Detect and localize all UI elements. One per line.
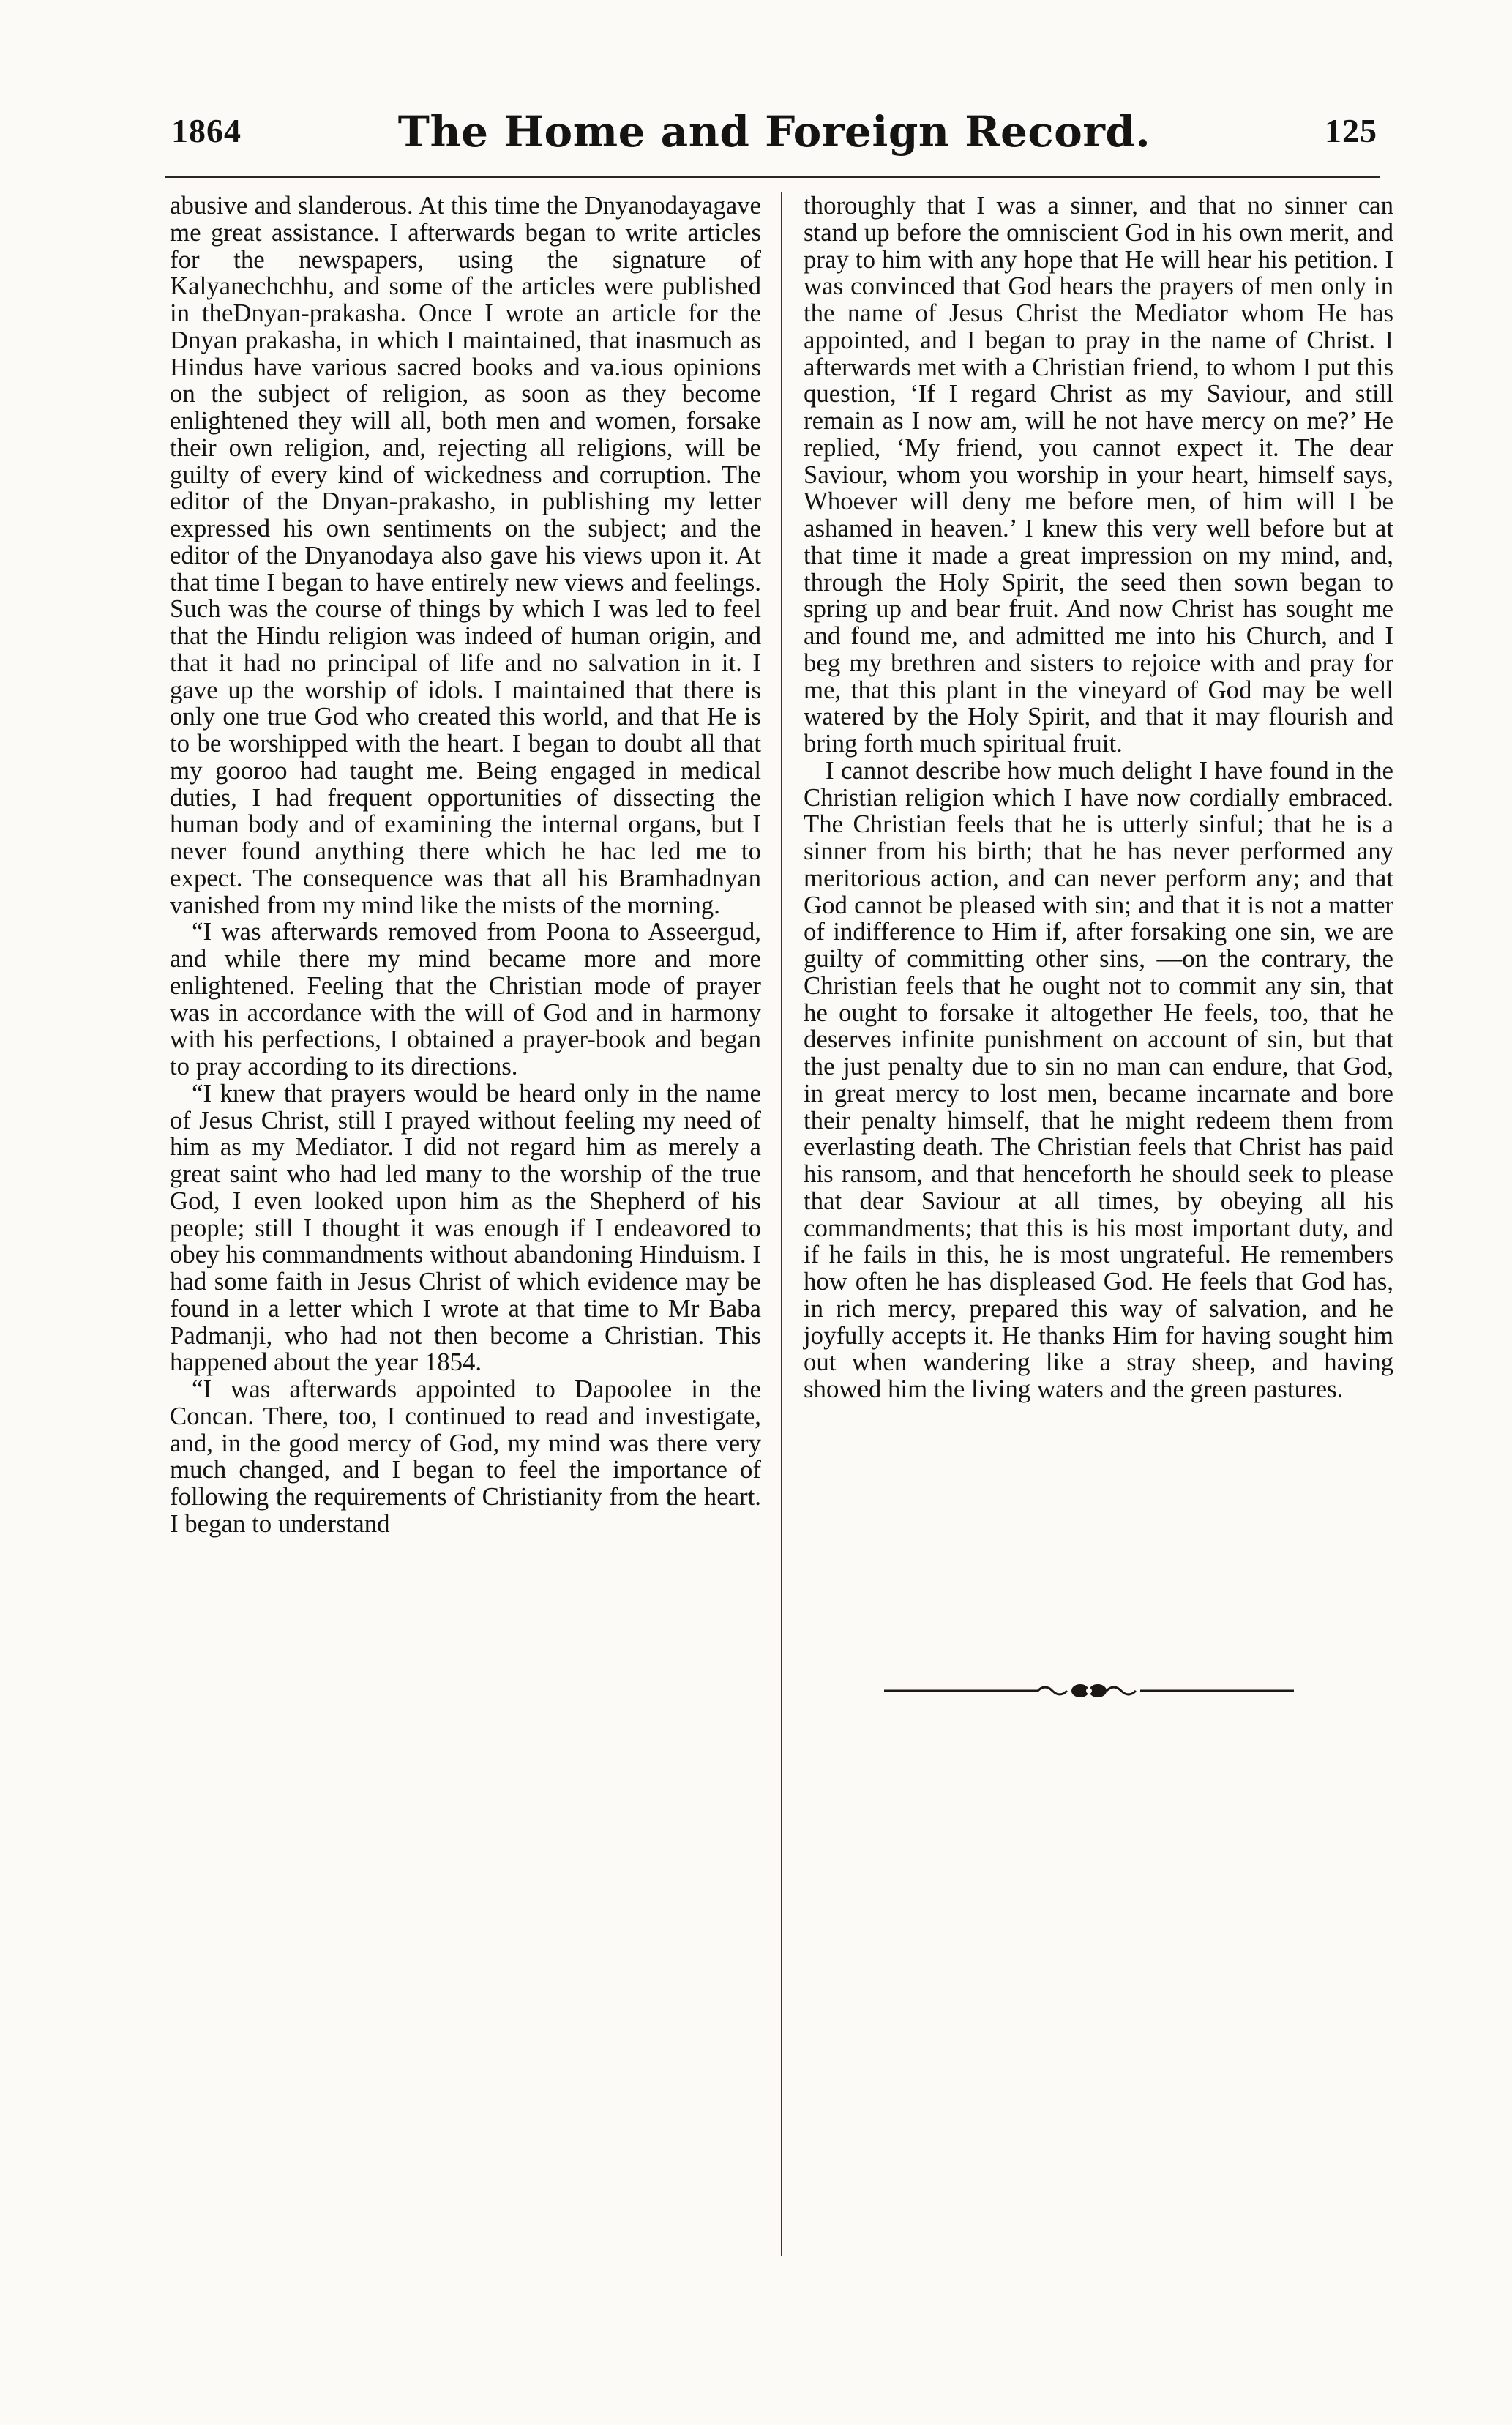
right-column bbox=[804, 193, 1393, 1752]
journal-title: The Home and Foreign Record. bbox=[397, 107, 1151, 157]
header-year: 1864 bbox=[171, 112, 242, 149]
paragraph: “I was afterwards appointed to Dapoolee in the Concan. There, too, I continued to read and investigate, and, in the good mercy of God, my mind was there very much changed, and I began to feel the importance of following the requirements of Christianity from the heart. I began to understand bbox=[170, 1375, 761, 1538]
left-column bbox=[170, 193, 761, 2271]
header-rule bbox=[165, 176, 1380, 178]
running-header bbox=[171, 107, 1377, 170]
decorative-rule-ornament-icon bbox=[884, 1676, 1294, 1705]
paragraph: I cannot describe how much delight I have found in the Christian religion which I have now cordially embraced. The Christian feels that he is utterly sinful; that he is a sinner from his birth; that he has never performed any meritorious action, and can never perform any; and that God cannot be pleased with sin; and that it is not a matter of indifference to Him if, after forsaking one sin, we are guilty of committing other sins, —on the contrary, the Christian feels that he ought not to commit any sin, that he ought to forsake it altogether He feels, too, that he deserves infinite punishment on account of sin, but that the just penalty due to sin no man can endure, that God, in great mercy to lost men, became incarnate and bore their penalty himself, that he might redeem them from everlasting death. The Christian feels that Christ has paid his ransom, and that henceforth he should seek to please that dear Saviour at all times, by obeying all his commandments; that this is his most important duty, and if he fails in this, he is most ungrateful. He remembers how often he has displeased God. He feels that God has, in rich mercy, prepared this way of salvation, and he joyfully accepts it. He thanks Him for having sought him out when wandering like a stray sheep, and having showed him the living waters and the green pastures. bbox=[804, 755, 1393, 1403]
column-divider bbox=[781, 192, 782, 2256]
paragraph: “I knew that prayers would be heard only in the name of Jesus Christ, still I prayed without feeling my need of him as my Mediator. I did not regard him as merely a great saint who had led many to the worship of the true God, I even looked upon him as the Shepherd of his people; still I thought it was enough if I endeavored to obey his commandments without abandoning Hinduism. I had some faith in Jesus Christ of which evidence may be found in a letter which I wrote at that time to Mr Baba Padmanji, who had not then become a Christian. This happened about the year 1854. bbox=[170, 1078, 761, 1377]
paragraph: “I was afterwards removed from Poona to Asseergud, and while there my mind became more and more enlightened. Feeling that the Christian mode of prayer was in accordance with the will of God and in harmony with his perfections, I obtained a prayer-book and began to pray according to its directions. bbox=[170, 917, 761, 1080]
paragraph: thoroughly that I was a sinner, and that no sinner can stand up before the omniscient God in his own merit, and pray to him with any hope that He will hear his petition. I was convinced that God hears the prayers of men only in the name of Jesus Christ the Mediator whom He has appointed, and I began to pray in the name of Christ. I afterwards met with a Christian friend, to whom I put this question, ‘If I regard Christ as my Saviour, and still remain as I now am, will he not have mercy on me?’ He replied, ‘My friend, you cannot expect it. The dear Saviour, whom you worship in your heart, himself says, Whoever will deny me before men, of him will I be ashamed in heaven.’ I knew this very well before but at that time it made a great impression on my mind, and, through the Holy Spirit, the seed then sown began to spring up and bear fruit. And now Christ has sought me and found me, and admitted me into his Church, and I beg my brethren and sisters to rejoice with and pray for me, that this plant in the vineyard of God may be well watered by the Holy Spirit, and that it may flourish and bring forth much spiritual fruit. bbox=[804, 191, 1393, 758]
page-number: 125 bbox=[1325, 112, 1377, 149]
paragraph: abusive and slanderous. At this time the Dnyanodayagave me great assistance. I afterwards began to write articles for the newspapers, using the signature of Kalyanechchhu, and some of the articles were published in theDnyan-prakasha. Once I wrote an article for the Dnyan prakasha, in which I maintained, that inasmuch as Hindus have various sacred books and va.ious opinions on the subject of religion, as soon as they become enlightened they will all, both men and women, forsake their own religion, and, rejecting all religions, will be guilty of every kind of wickedness and corruption. The editor of the Dnyan-prakasho, in publishing my letter expressed his own sentiments on the subject; and the editor of the Dnyanodaya also gave his views upon it. At that time I began to have entirely new views and feelings. Such was the course of things by which I was led to feel that the Hindu religion was indeed of human origin, and that it had no principal of life and no salvation in it. I gave up the worship of idols. I maintained that there is only one true God who created this world, and that He is to be worshipped with the heart. I began to doubt all that my gooroo had taught me. Being engaged in medical duties, I had frequent opportunities of dissecting the human body and of examining the internal organs, but I never found anything there which he hac led me to expect. The consequence was that all his Bramhadnyan vanished from my mind like the mists of the morning. bbox=[170, 191, 761, 919]
